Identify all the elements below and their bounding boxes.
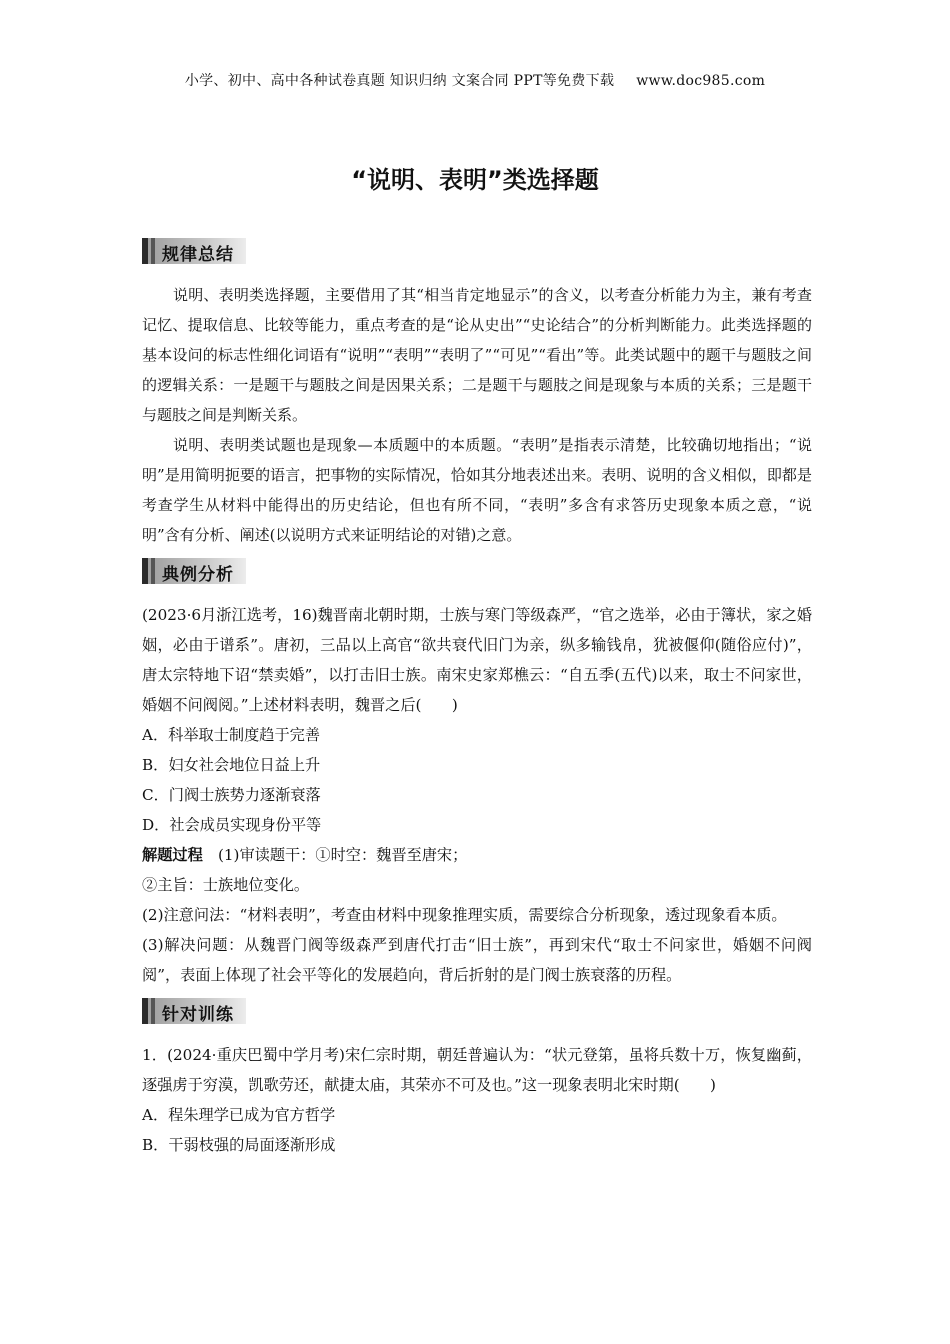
header-text: 小学、初中、高中各种试卷真题 知识归纳 文案合同 PPT等免费下载 xyxy=(184,73,615,89)
header-site[interactable]: www.doc985.com xyxy=(636,73,766,89)
example-question: (2023·6月浙江选考，16)魏晋南北朝时期，士族与寒门等级森严，“官之选举，必由于簿状，家之婚姻，必由于谱系”。唐初，三品以上高官“欲共衰代旧门为亲，纵多输钱帛，犹被偃仰(随俗应付)”，唐太宗特地下诏“禁卖婚”，以打击旧士族。南宋史家郑樵云：“自五季(五代)以来，取士不问家世，婚姻不问阀阅。”上述材料表明，魏晋之后( ) xyxy=(142,606,812,714)
process-step-1 xyxy=(142,840,812,870)
example-option-d: D．社会成员实现身份平等 xyxy=(142,816,322,834)
example-option-b: B．妇女社会地位日益上升 xyxy=(142,756,321,774)
banner-mark-icon xyxy=(151,998,155,1024)
banner-mark-icon xyxy=(142,238,148,264)
section-label: 规律总结 xyxy=(162,245,234,265)
page-header xyxy=(0,70,950,90)
section-label: 典例分析 xyxy=(162,565,234,585)
banner-mark-icon xyxy=(151,558,155,584)
section-banner xyxy=(142,558,246,584)
process-step-1-text: (1)审读题干：①时空：魏晋至唐宋； xyxy=(202,846,468,864)
document-body xyxy=(142,236,812,1160)
banner-mark-icon xyxy=(151,238,155,264)
rules-paragraph-1: 说明、表明类选择题，主要借用了其“相当肯定地显示”的含义，以考查分析能力为主，兼有考查记忆、提取信息、比较等能力，重点考查的是“论从史出”“史论结合”的分析判断能力。此类选择题的基本设问的标志性细化词语有“说明”“表明”“表明了”“可见”“看出”等。此类试题中的题干与题肢之间的逻辑关系：一是题干与题肢之间是因果关系；二是题干与题肢之间是现象与本质的关系；三是题干与题肢之间是判断关系。 xyxy=(142,286,812,424)
process-step-2: (2)注意问法：“材料表明”，考查由材料中现象推理实质，需要综合分析现象，透过现象看本质。 xyxy=(142,906,787,924)
practice-question-1: 1．(2024·重庆巴蜀中学月考)宋仁宗时期，朝廷普遍认为：“状元登第，虽将兵数十万，恢复幽蓟，逐强虏于穷漠，凯歌劳还，献捷太庙，其荣亦不可及也。”这一现象表明北宋时期( ) xyxy=(142,1046,812,1094)
process-step-3: (3)解决问题：从魏晋门阀等级森严到唐代打击“旧士族”，再到宋代“取士不问家世，婚姻不问阀阅”，表面上体现了社会平等化的发展趋向，背后折射的是门阀士族衰落的历程。 xyxy=(142,936,812,984)
rules-paragraph-2: 说明、表明类试题也是现象—本质题中的本质题。“表明”是指表示清楚，比较确切地指出；“说明”是用简明扼要的语言，把事物的实际情况，恰如其分地表述出来。表明、说明的含义相似，即都是考查学生从材料中能得出的历史结论，但也有所不同，“表明”多含有求答历史现象本质之意，“说明”含有分析、阐述(以说明方式来证明结论的对错)之意。 xyxy=(142,436,812,544)
process-label: 解题过程 xyxy=(142,846,203,864)
section-heading-practice xyxy=(142,996,812,1026)
section-banner xyxy=(142,238,246,264)
process-step-1b: ②主旨：士族地位变化。 xyxy=(142,876,310,894)
section-banner xyxy=(142,998,246,1024)
practice-option-b: B．干弱枝强的局面逐渐形成 xyxy=(142,1136,336,1154)
section-heading-example xyxy=(142,556,812,586)
page-title: “说明、表明”类选择题 xyxy=(351,166,599,194)
banner-mark-icon xyxy=(142,558,148,584)
section-heading-rules xyxy=(142,236,812,266)
practice-option-a: A．程朱理学已成为官方哲学 xyxy=(142,1106,336,1124)
example-option-c: C．门阀士族势力逐渐衰落 xyxy=(142,786,321,804)
example-option-a: A．科举取士制度趋于完善 xyxy=(142,726,321,744)
banner-mark-icon xyxy=(142,998,148,1024)
section-label: 针对训练 xyxy=(162,1005,234,1025)
